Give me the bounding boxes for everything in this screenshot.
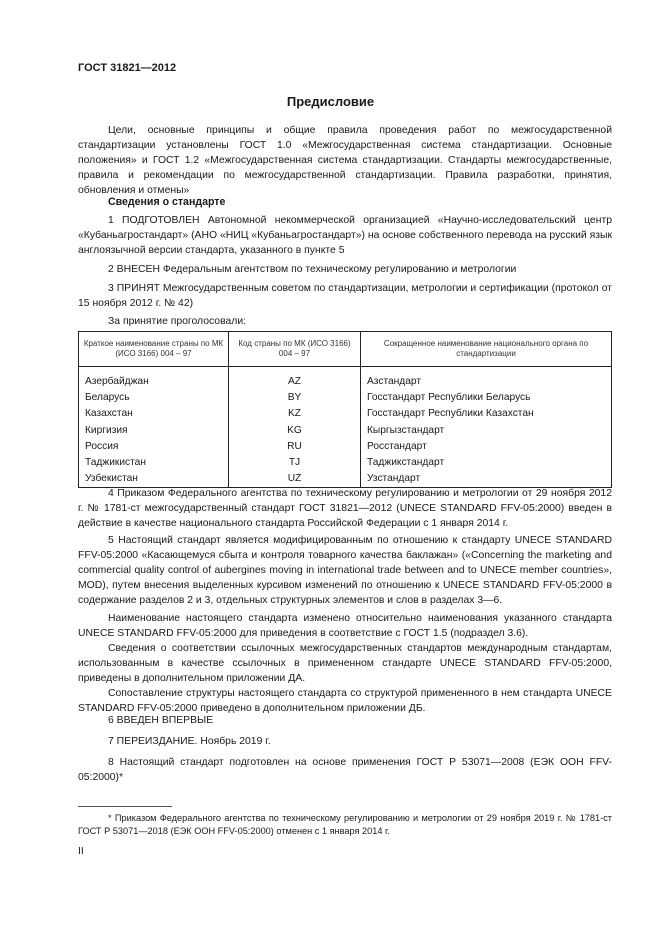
intro-paragraph: Цели, основные принципы и общие правила проведения работ по межгосударственной стандартизации установлены ГОСТ 1.0 «Межгосударственная система стандартизации. Основные положения» и ГОСТ 1.2 «Межгосударственная система стандартизации. Стандарты межгосударственные, правила и рекомендации по межгосударственной стандартизации. Правила разработки, принятия, обновления и отмены» [78,125,612,196]
cell-body: Росстандарт [361,438,612,454]
table-row [79,422,612,438]
footnote: * Приказом Федерального агентства по техническому регулированию и метрологии от 29 ноября 2019 г. № 1781-ст ГОСТ Р 53071—2018 (ЕЭК ООН FFV-05:2000) отменен с 1 января 2014 г. [78,813,612,836]
item-5-paragraph: 5 Настоящий стандарт является модифицированным по отношению к стандарту UNECE STANDARD FFV-05:2000 «Касающемуся сбыта и контроля товарного качества баклажан» («Concerning the marketing and commercial quality control of aubergines moving in international trade between and to UNECE member countries», MOD), путем внесения выделенных курсивом изменений по отношению к UNECE STANDARD FFV-05:2000 в содержание разделов 2 и 3, отдельных структурных элементов и слов в разделах 3—6. [78,535,612,606]
cell-body: Госстандарт Республики Казахстан [361,406,612,422]
cell-country: Таджикистан [79,454,229,470]
table-row [79,389,612,405]
cell-body: Госстандарт Республики Беларусь [361,389,612,405]
cell-country: Узбекистан [79,471,229,488]
page-number: II [78,846,84,857]
item-8-paragraph: 8 Настоящий стандарт подготовлен на основе применения ГОСТ Р 53071—2008 (ЕЭК ООН FFV-05:2000)* [78,757,612,783]
cell-country: Азербайджан [79,367,229,390]
voting-table [78,331,612,488]
cell-code: TJ [229,454,361,470]
cell-code: KZ [229,406,361,422]
table-row [79,438,612,454]
item-5-name-paragraph: Наименование настоящего стандарта изменено относительно наименования указанного стандарта UNECE STANDARD FFV-05:2000 для приведения в соответствие с ГОСТ 1.5 (подраздел 3.6). [78,613,612,639]
column-header-body: Сокращенное наименование национального органа по стандартизации [361,332,612,367]
item-7-paragraph: 7 ПЕРЕИЗДАНИЕ. Ноябрь 2019 г. [108,736,271,747]
table-row [79,367,612,390]
cell-body: Узстандарт [361,471,612,488]
cell-code: RU [229,438,361,454]
cell-code: KG [229,422,361,438]
page-title: Предисловие [286,94,375,109]
column-header-code: Код страны по МК (ИСО 3166) 004 – 97 [229,332,361,367]
item-5-refs-paragraph: Сведения о соответствии ссылочных межгосударственных стандартов международным стандартам, использованным в качестве ссылочных в примененном стандарте UNECE STANDARD FFV-05:2000, приведены в дополнительном приложении ДА. [78,643,612,684]
item-1-paragraph: 1 ПОДГОТОВЛЕН Автономной некоммерческой организацией «Научно-исследовательский центр «Кубаньагростандарт» (АНО «НИЦ «Кубаньагростандарт») на основе собственного перевода на русский язык англоязычной версии стандарта, указанного в пункте 5 [78,215,612,256]
cell-country: Киргизия [79,422,229,438]
table-row [79,406,612,422]
footnote-divider [78,806,172,807]
cell-body: Таджикстандарт [361,454,612,470]
item-2-paragraph: 2 ВНЕСЕН Федеральным агентством по техническому регулированию и метрологии [108,264,517,275]
column-header-country: Краткое наименование страны по МК (ИСО 3166) 004 – 97 [79,332,229,367]
cell-code: BY [229,389,361,405]
table-row [79,454,612,470]
cell-country: Беларусь [79,389,229,405]
cell-body: Азстандарт [361,367,612,390]
table-header-row [79,332,612,367]
cell-code: AZ [229,367,361,390]
cell-code: UZ [229,471,361,488]
cell-country: Казахстан [79,406,229,422]
item-6-paragraph: 6 ВВЕДЕН ВПЕРВЫЕ [108,715,214,726]
voted-label: За принятие проголосовали: [108,316,247,327]
item-4-paragraph: 4 Приказом Федерального агентства по техническому регулированию и метрологии от 29 ноября 2012 г. № 1781-ст межгосударственный стандарт ГОСТ 31821—2012 (UNECE STANDARD FFV-05:2000) введен в действие в качестве национального стандарта Российской Федерации с 1 января 2014 г. [78,488,612,529]
cell-country: Россия [79,438,229,454]
section-heading: Сведения о стандарте [108,196,226,208]
cell-body: Кыргызстандарт [361,422,612,438]
item-3-paragraph: 3 ПРИНЯТ Межгосударственным советом по стандартизации, метрологии и сертификации (протокол от 15 ноября 2012 г. № 42) [78,283,612,309]
document-code: ГОСТ 31821—2012 [78,62,177,74]
item-5-structure-paragraph: Сопоставление структуры настоящего стандарта со структурой примененного в нем стандарта UNECE STANDARD FFV-05:2000 приведено в дополнительном приложении ДБ. [78,688,612,714]
